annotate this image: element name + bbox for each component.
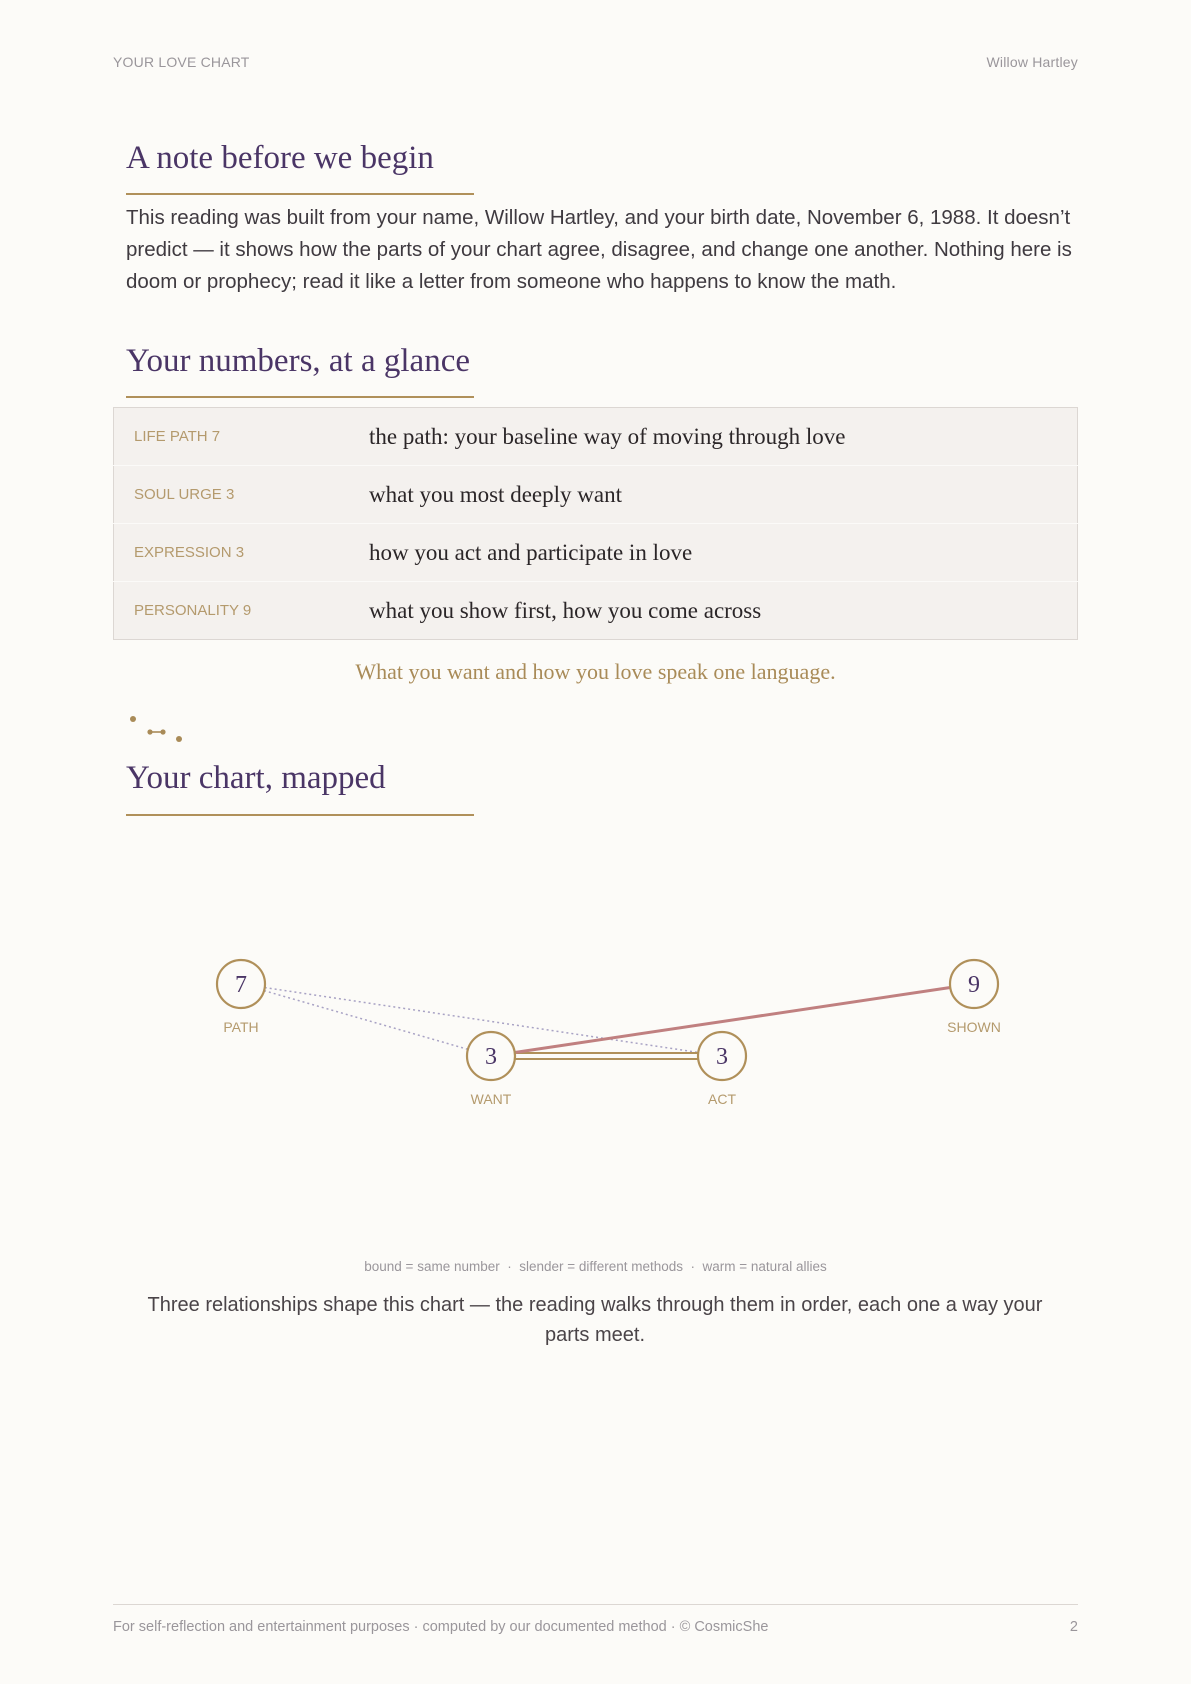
table-row [114,582,1078,640]
node-label: ACT [708,1091,736,1107]
node-number: 9 [968,972,980,998]
report-title: YOUR LOVE CHART [113,54,250,70]
node-number: 7 [235,972,247,998]
client-name: Willow Hartley [986,54,1078,70]
node-number: 3 [485,1044,497,1070]
legend-separator: · [507,1259,512,1274]
node-number: 3 [716,1044,728,1070]
link-want-act [515,1053,698,1059]
numbers-summary: What you want and how you love speak one language. [355,659,836,684]
map-legend [113,1259,1078,1274]
numbers-heading-rule [126,396,474,398]
number-description: what you most deeply want [369,466,1078,524]
number-label: EXPRESSION 3 [114,524,370,582]
legend-warm: warm = natural allies [702,1259,827,1274]
numbers-table [113,407,1078,640]
page-number: 2 [1069,1619,1078,1635]
link-path-want [264,991,468,1050]
relationship-map [113,870,1078,1130]
node-label: PATH [223,1019,259,1035]
page-footer [113,1619,1078,1635]
number-label: PERSONALITY 9 [114,582,370,640]
node-label: WANT [470,1091,512,1107]
number-description: what you show first, how you come across [369,582,1078,640]
node-act [698,1032,746,1107]
node-label: SHOWN [947,1019,1001,1035]
node-want [467,1032,515,1107]
legend-separator: · [690,1259,696,1274]
number-description: the path: your baseline way of moving through love [369,423,846,449]
map-heading-rule [126,814,474,816]
constellation-ornament-icon [126,710,196,746]
table-row [114,408,1078,466]
table-row [114,466,1078,524]
node-path [217,960,265,1035]
number-description: how you act and participate in love [369,524,1078,582]
number-label: LIFE PATH 7 [134,428,221,445]
legend-slender: slender = different methods [519,1259,683,1274]
running-header [113,54,1078,70]
legend-bound: bound = same number [364,1259,500,1274]
note-body: This reading was built from your name, Willow Hartley, and your birth date, November 6, 1988. It doesn’t predict — it shows how the parts of your chart agree, disagree, and change one another. Nothing here is doom or prophecy; read it like a letter from someone who happens to know the math. [126,206,1072,293]
footer-disclaimer: For self-reflection and entertainment purposes · computed by our documented method · © CosmicShe [113,1619,769,1635]
note-heading: A note before we begin [126,140,434,176]
number-label: SOUL URGE 3 [114,466,370,524]
note-heading-rule [126,193,474,195]
table-row [114,524,1078,582]
map-caption: Three relationships shape this chart — the reading walks through them in order, each one a way your parts meet. [147,1294,1043,1346]
footer-rule [113,1604,1078,1605]
node-shown [947,960,1001,1035]
map-heading: Your chart, mapped [126,760,386,796]
numbers-heading: Your numbers, at a glance [126,343,470,379]
